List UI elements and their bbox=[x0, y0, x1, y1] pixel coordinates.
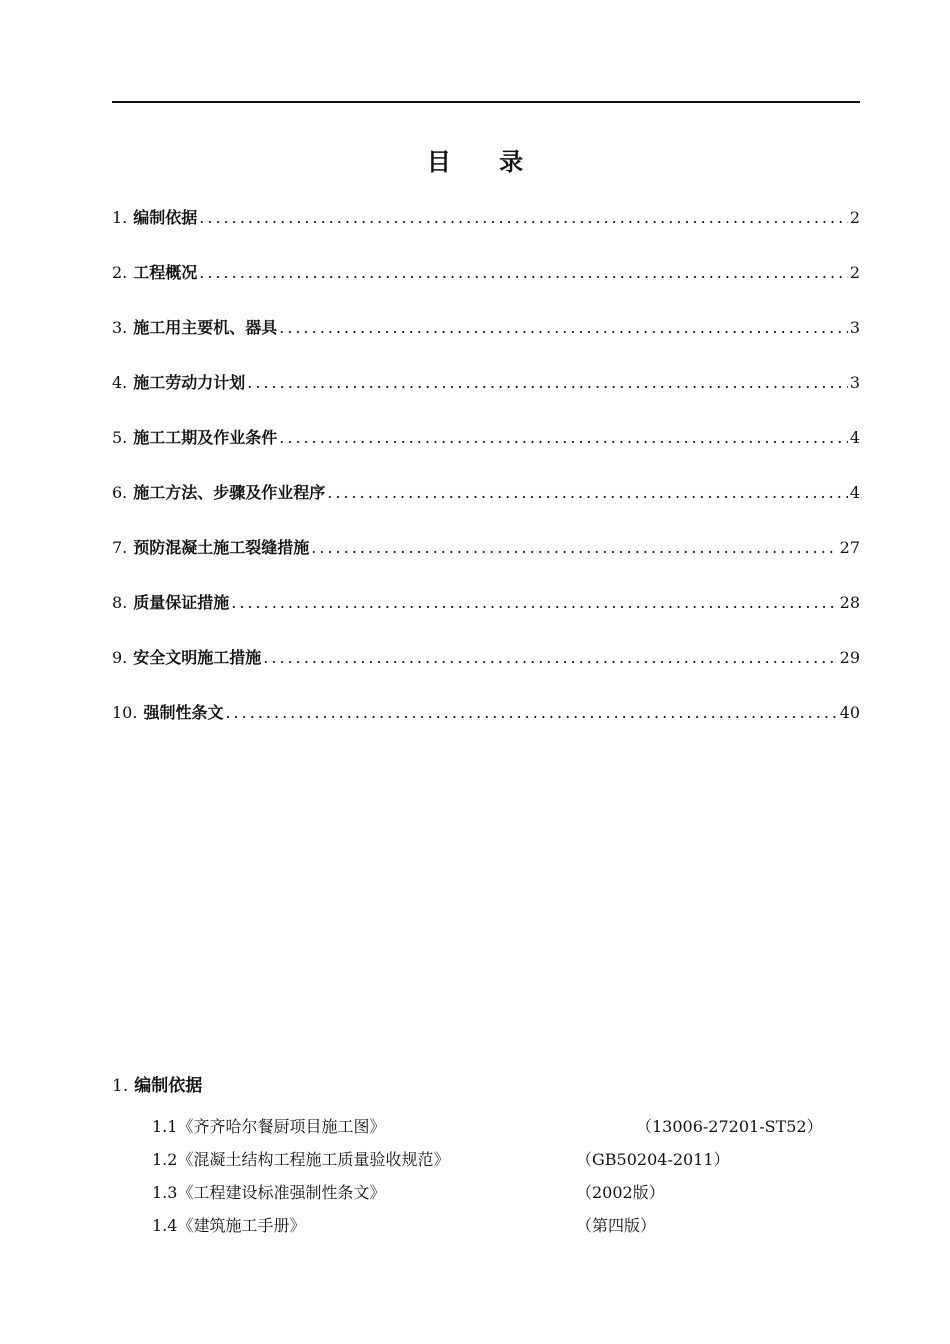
toc-entry-number: 3. bbox=[112, 318, 128, 337]
toc-entry-page: 27 bbox=[839, 538, 860, 557]
reference-item bbox=[152, 1213, 852, 1246]
table-of-contents bbox=[112, 205, 860, 755]
reference-code: （GB50204-2011） bbox=[576, 1150, 730, 1169]
toc-entry[interactable] bbox=[112, 205, 860, 260]
toc-entry-page: 29 bbox=[839, 648, 860, 667]
toc-entry-title: 质量保证措施 bbox=[133, 593, 230, 612]
toc-entry-label bbox=[112, 425, 277, 448]
toc-entry[interactable] bbox=[112, 315, 860, 370]
toc-entry-number: 4. bbox=[112, 373, 128, 392]
toc-leader-dots bbox=[311, 538, 837, 557]
toc-entry[interactable] bbox=[112, 480, 860, 535]
toc-entry-page: 2 bbox=[849, 208, 860, 227]
toc-entry-label bbox=[112, 590, 229, 613]
toc-entry-label bbox=[112, 700, 223, 723]
toc-entry-page: 3 bbox=[849, 318, 860, 337]
toc-leader-dots bbox=[279, 318, 848, 337]
toc-entry-label bbox=[112, 315, 277, 338]
toc-entry[interactable] bbox=[112, 260, 860, 315]
toc-leader-dots bbox=[225, 703, 837, 722]
reference-item bbox=[152, 1180, 852, 1213]
toc-entry-number: 10. bbox=[112, 703, 138, 722]
toc-entry-label bbox=[112, 535, 309, 558]
toc-entry[interactable] bbox=[112, 645, 860, 700]
toc-leader-dots bbox=[199, 208, 848, 227]
toc-entry-page: 28 bbox=[839, 593, 860, 612]
toc-leader-dots bbox=[247, 373, 848, 392]
toc-entry-page: 3 bbox=[849, 373, 860, 392]
toc-entry-number: 6. bbox=[112, 483, 128, 502]
toc-entry-title: 施工方法、步骤及作业程序 bbox=[133, 483, 326, 502]
reference-item bbox=[152, 1114, 852, 1147]
toc-entry-title: 施工工期及作业条件 bbox=[133, 428, 278, 447]
reference-title: 1.1《齐齐哈尔餐厨项目施工图》 bbox=[152, 1117, 386, 1136]
reference-code: （第四版） bbox=[576, 1216, 657, 1235]
toc-leader-dots bbox=[199, 263, 848, 282]
toc-leader-dots bbox=[263, 648, 837, 667]
reference-code: （13006-27201-ST52） bbox=[636, 1117, 823, 1136]
toc-entry-label bbox=[112, 260, 197, 283]
reference-title: 1.4《建筑施工手册》 bbox=[152, 1216, 306, 1235]
toc-leader-dots bbox=[327, 483, 848, 502]
header-rule bbox=[112, 101, 860, 103]
toc-entry-page: 2 bbox=[849, 263, 860, 282]
toc-entry-number: 2. bbox=[112, 263, 128, 282]
toc-entry-page: 4 bbox=[849, 483, 860, 502]
reference-code: （2002版） bbox=[576, 1183, 665, 1202]
toc-entry[interactable] bbox=[112, 425, 860, 480]
reference-title: 1.2《混凝土结构工程施工质量验收规范》 bbox=[152, 1150, 450, 1169]
toc-entry-title: 预防混凝土施工裂缝措施 bbox=[133, 538, 310, 557]
toc-entry-page: 4 bbox=[849, 428, 860, 447]
toc-entry[interactable] bbox=[112, 590, 860, 645]
toc-entry-number: 5. bbox=[112, 428, 128, 447]
toc-leader-dots bbox=[231, 593, 837, 612]
section-heading bbox=[112, 1071, 202, 1096]
toc-entry-page: 40 bbox=[839, 703, 860, 722]
toc-entry-title: 工程概况 bbox=[133, 263, 198, 282]
toc-entry-title: 强制性条文 bbox=[143, 703, 224, 722]
toc-entry-number: 1. bbox=[112, 208, 128, 227]
reference-item bbox=[152, 1147, 852, 1180]
section-title: 编制依据 bbox=[134, 1076, 203, 1096]
toc-entry-label bbox=[112, 370, 245, 393]
toc-title: 目 录 bbox=[426, 148, 544, 176]
section-number: 1. bbox=[112, 1076, 129, 1096]
toc-entry[interactable] bbox=[112, 535, 860, 590]
toc-entry-title: 施工劳动力计划 bbox=[133, 373, 246, 392]
toc-entry-number: 8. bbox=[112, 593, 128, 612]
toc-entry-title: 安全文明施工措施 bbox=[133, 648, 262, 667]
reference-list bbox=[152, 1114, 852, 1246]
toc-entry-label bbox=[112, 645, 261, 668]
reference-title: 1.3《工程建设标准强制性条文》 bbox=[152, 1183, 386, 1202]
toc-entry-number: 7. bbox=[112, 538, 128, 557]
toc-entry[interactable] bbox=[112, 370, 860, 425]
toc-entry[interactable] bbox=[112, 700, 860, 755]
toc-entry-label bbox=[112, 205, 197, 228]
toc-entry-title: 施工用主要机、器具 bbox=[133, 318, 278, 337]
toc-leader-dots bbox=[279, 428, 848, 447]
toc-entry-number: 9. bbox=[112, 648, 128, 667]
toc-entry-title: 编制依据 bbox=[133, 208, 198, 227]
toc-entry-label bbox=[112, 480, 325, 503]
